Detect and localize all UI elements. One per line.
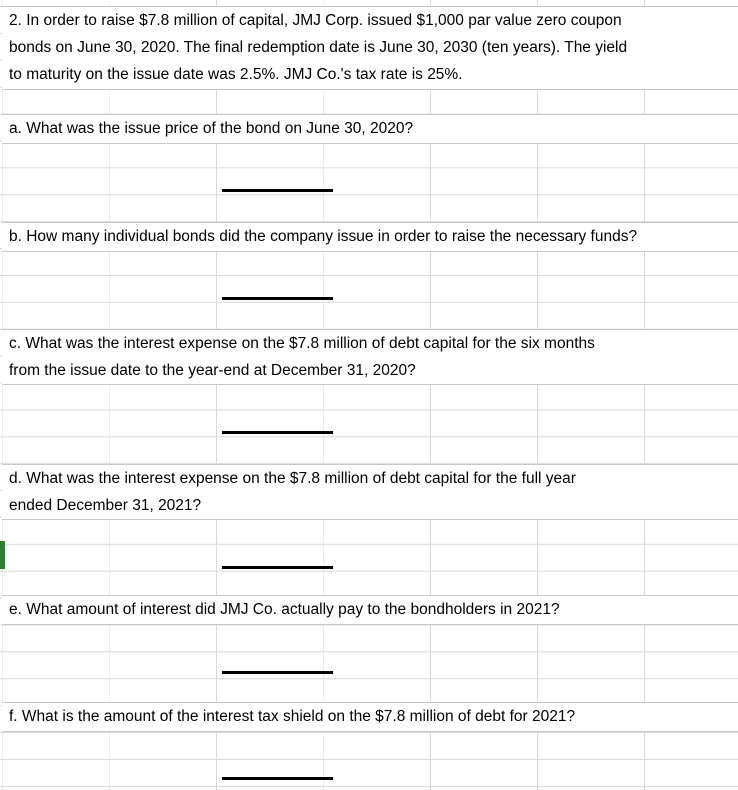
question-a[interactable] bbox=[2, 114, 738, 144]
question-c-text bbox=[9, 330, 734, 384]
question-c[interactable] bbox=[2, 329, 738, 385]
problem-statement-text bbox=[9, 7, 734, 88]
answer-line-d bbox=[222, 566, 333, 569]
answer-line-a bbox=[222, 189, 333, 192]
question-d-line-1: d. What was the interest expense on the $7.8 million of debt capital for the full year bbox=[9, 470, 576, 487]
question-f-text: f. What is the amount of the interest tax shield on the $7.8 million of debt for 2021? bbox=[9, 708, 576, 725]
answer-line-b bbox=[222, 297, 333, 300]
question-a-text: a. What was the issue price of the bond on June 30, 2020? bbox=[9, 120, 414, 137]
answer-line-e bbox=[222, 671, 333, 674]
question-c-line-1: c. What was the interest expense on the $7.8 million of debt capital for the six months bbox=[9, 335, 595, 352]
problem-line-1: 2. In order to raise $7.8 million of capital, JMJ Corp. issued $1,000 par value zero coupon bbox=[9, 12, 622, 29]
question-d-line-2: ended December 31, 2021? bbox=[9, 497, 202, 514]
question-b[interactable] bbox=[2, 222, 738, 252]
answer-line-f bbox=[222, 777, 333, 780]
problem-line-2: bonds on June 30, 2020. The final redemption date is June 30, 2030 (ten years). The yield bbox=[9, 39, 628, 56]
question-d-text bbox=[9, 465, 734, 519]
question-f[interactable] bbox=[2, 702, 738, 732]
selected-row-marker bbox=[0, 541, 5, 569]
question-e-text: e. What amount of interest did JMJ Co. actually pay to the bondholders in 2021? bbox=[9, 601, 560, 618]
question-b-text: b. How many individual bonds did the company issue in order to raise the necessary funds? bbox=[9, 228, 638, 245]
question-d[interactable] bbox=[2, 464, 738, 520]
question-c-line-2: from the issue date to the year-end at December 31, 2020? bbox=[9, 362, 416, 379]
problem-line-3: to maturity on the issue date was 2.5%. JMJ Co.'s tax rate is 25%. bbox=[9, 66, 463, 83]
problem-statement[interactable] bbox=[2, 6, 738, 90]
question-e[interactable] bbox=[2, 595, 738, 625]
answer-line-c bbox=[222, 431, 333, 434]
